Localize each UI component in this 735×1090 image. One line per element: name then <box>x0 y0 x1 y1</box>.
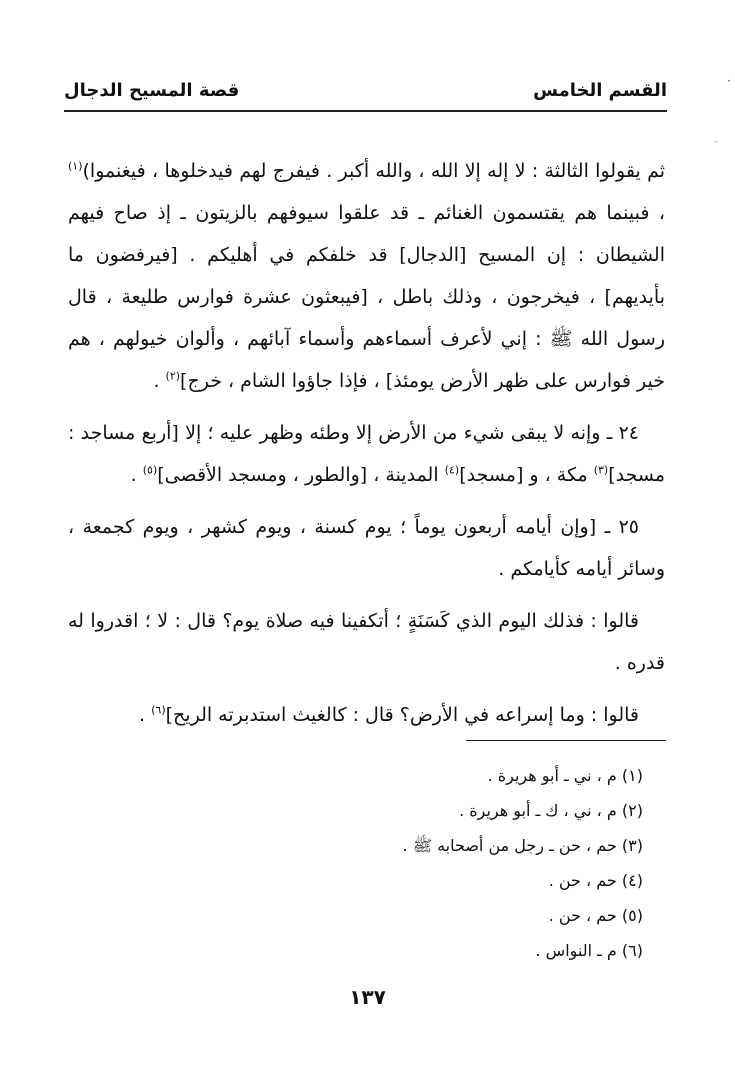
footnote-rule <box>466 740 666 741</box>
paragraph <box>68 150 665 402</box>
footnote: (٥) حم ، حن . <box>548 906 643 925</box>
paragraph-text: ٢٥ ـ [وإن أيامه أربعون يوماً ؛ يوم كسنة ، ويوم كشهر ، ويوم كجمعة ، وسائر أيامه كأيامكم . <box>68 516 665 580</box>
page-number: ١٣٧ <box>349 985 386 1009</box>
footnote: (١) م ، ني ـ أبو هريرة . <box>487 766 643 785</box>
book-title: قصة المسيح الدجال <box>64 80 240 101</box>
header-rule <box>64 110 667 112</box>
paragraph <box>68 600 665 684</box>
paragraph-text: ثم يقولوا الثالثة : لا إله إلا الله ، والله أكبر . فيفرج لهم فيدخلوها ، فيغنموا) <box>82 160 665 182</box>
paragraph-text: مكة ، و [مسجد] <box>459 464 594 486</box>
paragraph <box>68 694 665 736</box>
footnote-ref[interactable]: (١) <box>68 159 83 173</box>
footnote-ref[interactable]: (٤) <box>444 463 460 477</box>
footnote: (٢) م ، ني ، ك ـ أبو هريرة . <box>459 801 643 820</box>
paragraph-text: قالوا : فذلك اليوم الذي كَسَنَةٍ ؛ أتكفينا فيه صلاة يوم؟ قال : لا ؛ اقدروا له قدره . <box>68 610 665 674</box>
footnote-ref[interactable]: (٥) <box>142 463 158 477</box>
paragraph-text: المدينة ، [والطور ، ومسجد الأقصى] <box>157 464 445 486</box>
paragraph-text: ، فبينما هم يقتسمون الغنائم ـ قد علقوا سيوفهم بالزيتون ـ إذ صاح فيهم الشيطان : إن المسيح [الدجال] قد خلفكم في أهليكم . [فيرفضون ما بأيديهم] ، فيخرجون ، وذلك باطل ، [فيبعثون عشرة فوارس طليعة ، قال رسول الله ﷺ : إني لأعرف أسماءهم وأسماء آبائهم ، وألوان خيولهم ، هم خير فوارس على ظهر الأرض يومئذ] ، فإذا جاؤوا الشام ، خرج] <box>68 202 665 392</box>
body-text <box>68 150 665 736</box>
scan-mark: · <box>727 74 731 88</box>
paragraph-text: . <box>153 370 166 392</box>
footnotes <box>403 758 643 968</box>
running-header <box>64 74 667 104</box>
paragraph-text: قالوا : وما إسراعه في الأرض؟ قال : كالغيث استدبرته الريح] <box>165 704 639 726</box>
footnote-ref[interactable]: (٢) <box>165 369 181 383</box>
footnote: (٤) حم ، حن . <box>548 871 643 890</box>
section-title: القسم الخامس <box>533 80 667 101</box>
paragraph-text: . <box>139 704 152 726</box>
paragraph <box>68 506 665 590</box>
footnote: (٣) حم ، حن ـ رجل من أصحابه ﷺ . <box>402 836 643 855</box>
footnote-ref[interactable]: (٦) <box>151 703 166 717</box>
paragraph-text: . <box>130 464 143 486</box>
footnote: (٦) م ـ النواس . <box>535 941 643 960</box>
paragraph-text: ٢٤ ـ وإنه لا يبقى شيء من الأرض إلا وطئه وظهر عليه ؛ إلا [أربع مساجد : مسجد] <box>68 422 665 486</box>
paragraph <box>68 412 665 496</box>
footnote-ref[interactable]: (٣) <box>593 463 609 477</box>
